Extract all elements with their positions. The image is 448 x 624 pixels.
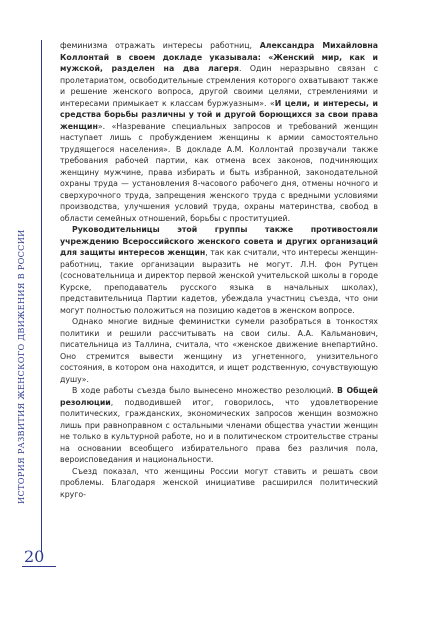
bold-lead: Руководительницы этой группы также противостояли учреждению Всероссийского женского совета и других организаций для защиты интересов женщин <box>60 225 378 257</box>
page-number: 20 <box>24 547 45 566</box>
body-text <box>60 40 378 500</box>
bold-quote: Александра Михайловна Коллонтай в своем докладе указывала: «Женский мир, как и мужской, разделен на два лагеря <box>60 41 379 73</box>
paragraph-3: Однако многие видные феминистки сумели разобраться в тонкостях политики и решили рассчитывать на свои силы. А.А. Кальманович, писательница из Таллина, считала, что «женское движение внепартийно. Оно стремится вывести женщину из угнетенного, унизительного состояния, в котором она находится, и ищет родственную, сочувствующую душу». <box>60 317 378 384</box>
running-title: ИСТОРИЯ РАЗВИТИЯ ЖЕНСКОГО ДВИЖЕНИЯ В РОССИИ <box>16 229 26 504</box>
page-number-rule <box>22 566 56 567</box>
paragraph-4: В ходе работы съезда было вынесено множество резолюций. В Общей резолюции, подводившей итог, говорилось, что удовлетворение политических, гражданских, экономических запросов женщин возможно лишь при равноправном с остальными членами общества участии женщин не только в культурной работе, но и в политическом строительстве страны на основании всеобщего избирательного права без различия пола, вероисповедания и национальности. <box>60 386 378 464</box>
bold-quote: И цели, и интересы, и средства борьбы различны у той и другой борющихся за свои права женщин <box>60 98 378 131</box>
paragraph-1: феминизма отражать интересы работниц, Александра Михайловна Коллонтай в своем докладе указывала: «Женский мир, как и мужской, разделен на два лагеря. Один неразрывно связан с пролетариатом, освободительные стремления которого охватывают также и решение женского вопроса, другой своими целями, стремлениями и интересами примыкает к классам буржуазным». «И цели, и интересы, и средства борьбы различны у той и другой борющихся за свои права женщин». «Назревание специальных запросов и требований женщин наступает лишь с пробуждением женщины к армии самостоятельно трудящегося населения». В докладе А.М. Коллонтай прозвучали также требования рабочей партии, как отмена всех законов, подчиняющих женщину мужчине, права избирать и быть избранной, законодательной охраны труда — установления 8-часового рабочего дня, отмены ночного и сверхурочного труда, запрещения женского труда с вредными условиями производства, улучшения условий труда, охраны материнства, свобод в области семейных отношений, борьбы с проституцией. <box>60 41 379 223</box>
margin-rule <box>41 40 42 552</box>
paragraph-2: Руководительницы этой группы также противостояли учреждению Всероссийского женского совета и других организаций для защиты интересов женщин, так как считали, что интересы женщин-работниц, такие организации выразить не могут. Л.Н. фон Рутцен (сосновательница и директор первой женской учительской школы в городе Курске, преподаватель русского языка в начальных школах), представительница Партии кадетов, убеждала участниц съезда, что они могут полностью положиться на позицию кадетов в женском вопросе. <box>60 225 378 315</box>
paragraph-5: Съезд показал, что женщины России могут ставить и решать свои проблемы. Благодаря женской инициативе расширился политический круго- <box>60 466 378 499</box>
bold-term: В Общей резолюции <box>60 386 378 407</box>
